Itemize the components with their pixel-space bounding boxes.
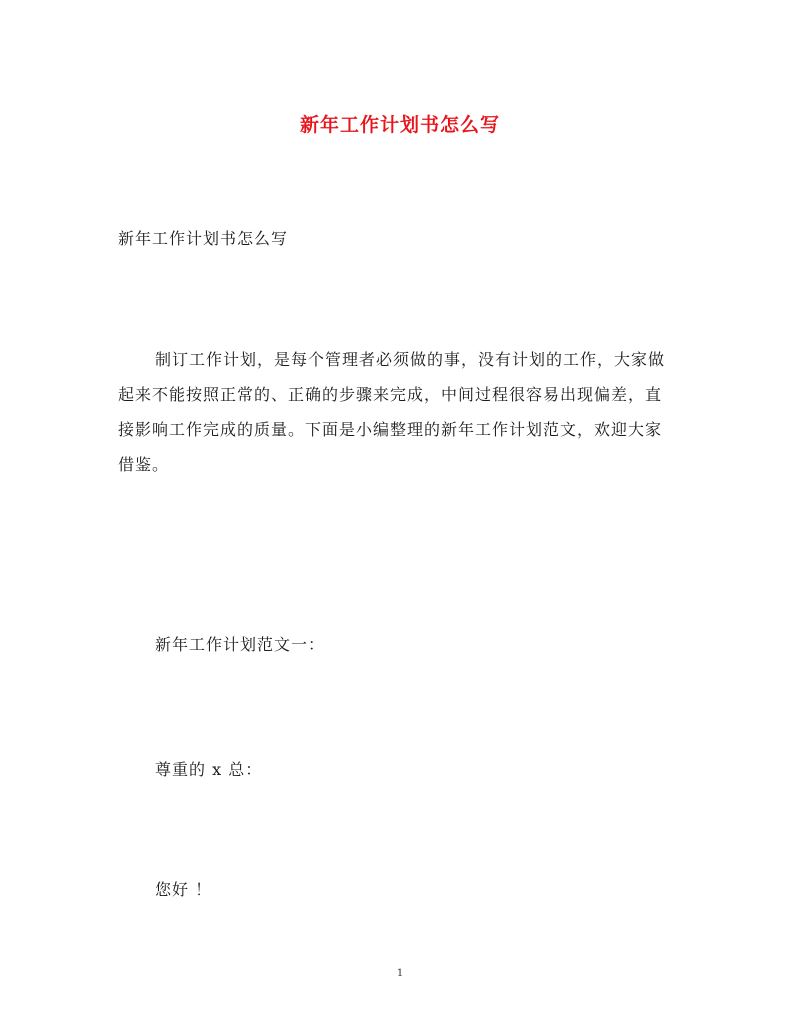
greeting-line: 您好 ！	[155, 880, 213, 899]
document-subtitle: 新年工作计划书怎么写	[118, 229, 289, 248]
section-heading: 新年工作计划范文一：	[155, 635, 326, 654]
salutation-line: 尊重的 x 总：	[155, 760, 263, 779]
page-number: 1	[396, 968, 404, 979]
intro-paragraph: 制订工作计划，是每个管理者必须做的事，没有计划的工作，大家做起来不能按照正常的、正确的步骤来完成，中间过程很容易出现偏差，直接影响工作完成的质量。下面是小编整理的新年工作计划范文，欢迎大家借鉴。	[118, 350, 666, 474]
document-title: 新年工作计划书怎么写	[299, 114, 500, 136]
